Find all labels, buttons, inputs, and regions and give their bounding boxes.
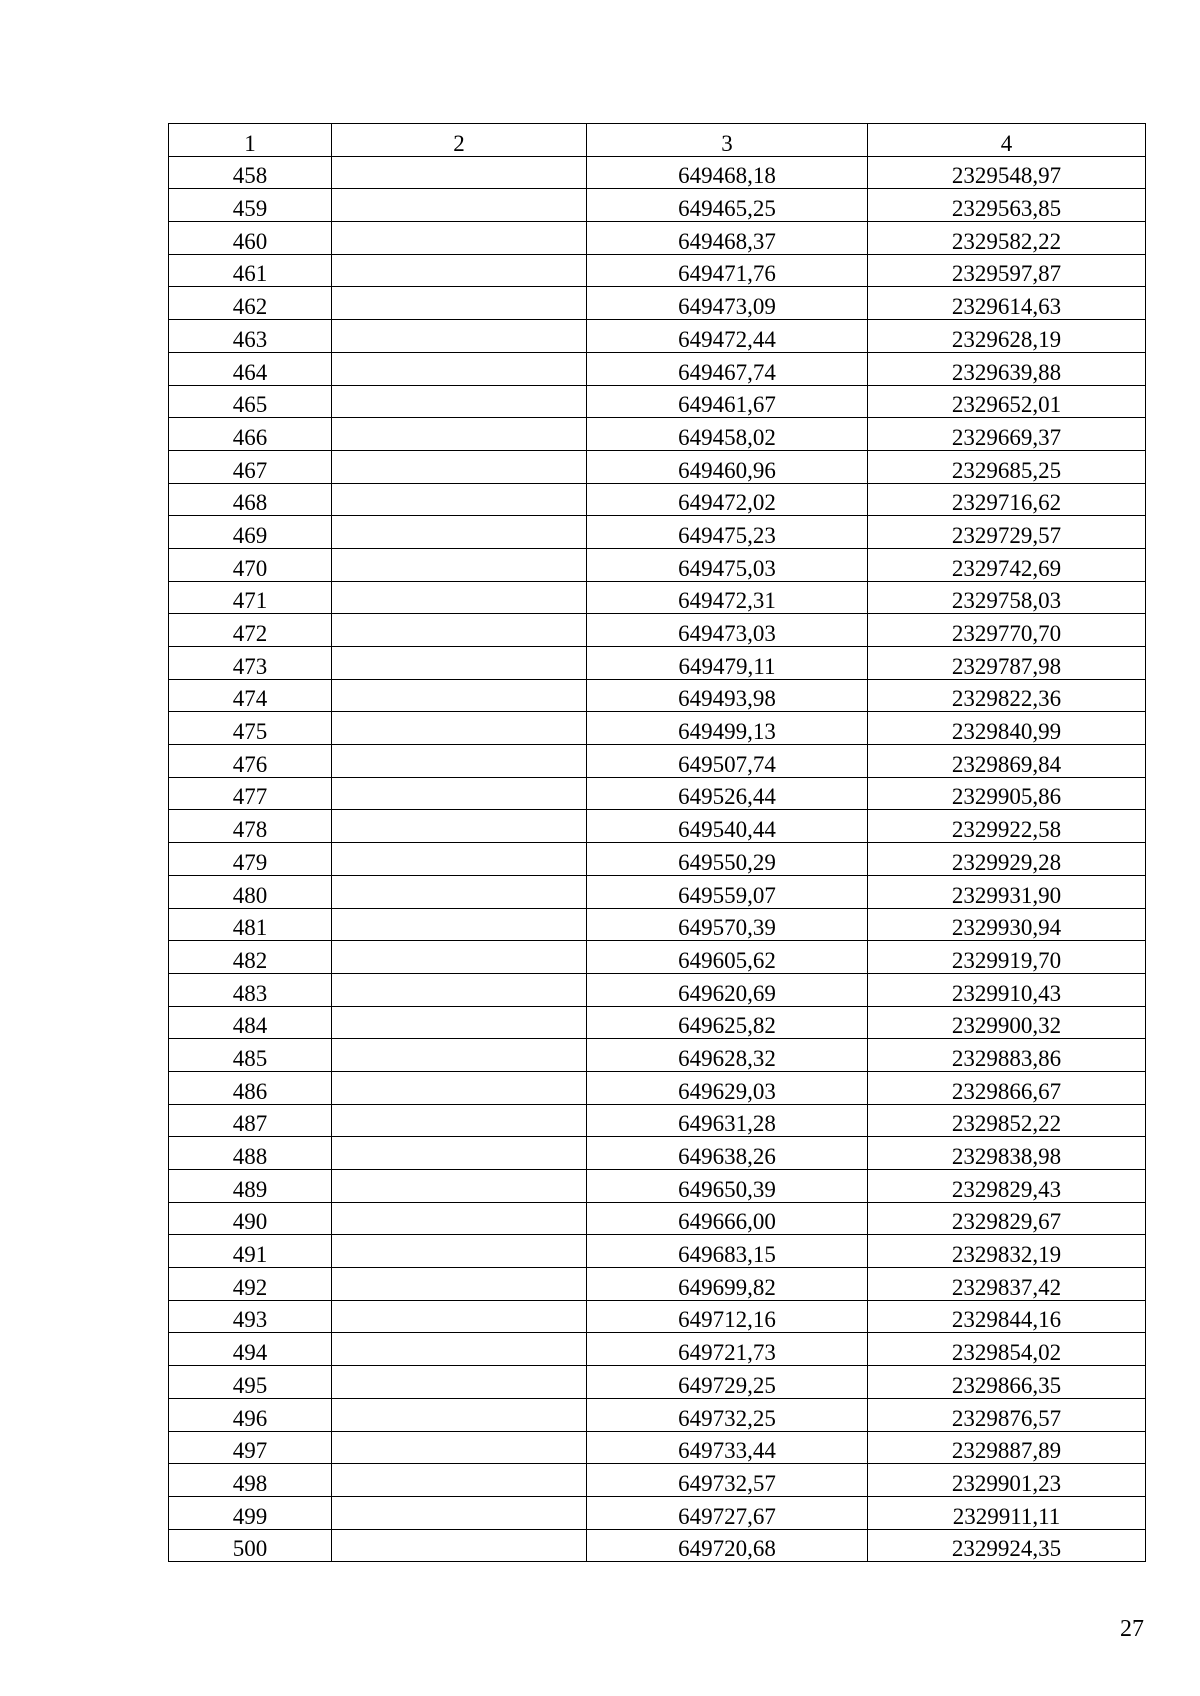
y-coordinate-cell: 2329929,28 [868, 843, 1146, 876]
table-row [169, 1496, 1146, 1529]
x-coordinate-cell: 649720,68 [587, 1529, 868, 1562]
table-row [169, 1071, 1146, 1104]
table-row [169, 1039, 1146, 1072]
x-coordinate-cell: 649638,26 [587, 1137, 868, 1170]
x-coordinate-cell: 649465,25 [587, 189, 868, 222]
column-2-cell [332, 320, 587, 353]
x-coordinate-cell: 649475,23 [587, 516, 868, 549]
column-2-cell [332, 1398, 587, 1431]
x-coordinate-cell: 649683,15 [587, 1235, 868, 1268]
column-2-cell [332, 843, 587, 876]
column-2-cell [332, 1333, 587, 1366]
x-coordinate-cell: 649732,25 [587, 1398, 868, 1431]
column-2-cell [332, 1464, 587, 1497]
column-2-cell [332, 1235, 587, 1268]
table-row [169, 516, 1146, 549]
y-coordinate-cell: 2329639,88 [868, 352, 1146, 385]
y-coordinate-cell: 2329840,99 [868, 712, 1146, 745]
table-row [169, 679, 1146, 712]
y-coordinate-cell: 2329838,98 [868, 1137, 1146, 1170]
y-coordinate-cell: 2329652,01 [868, 385, 1146, 418]
column-2-cell [332, 385, 587, 418]
point-number-cell: 490 [169, 1202, 332, 1235]
point-number-cell: 467 [169, 450, 332, 483]
y-coordinate-cell: 2329924,35 [868, 1529, 1146, 1562]
x-coordinate-cell: 649467,74 [587, 352, 868, 385]
x-coordinate-cell: 649550,29 [587, 843, 868, 876]
column-2-cell [332, 548, 587, 581]
point-number-cell: 480 [169, 875, 332, 908]
y-coordinate-cell: 2329887,89 [868, 1431, 1146, 1464]
column-2-cell [332, 777, 587, 810]
table-row [169, 1464, 1146, 1497]
y-coordinate-cell: 2329822,36 [868, 679, 1146, 712]
y-coordinate-cell: 2329931,90 [868, 875, 1146, 908]
table-row [169, 352, 1146, 385]
coordinates-table [168, 123, 1146, 1562]
point-number-cell: 473 [169, 647, 332, 680]
column-2-cell [332, 581, 587, 614]
point-number-cell: 458 [169, 156, 332, 189]
x-coordinate-cell: 649712,16 [587, 1300, 868, 1333]
y-coordinate-cell: 2329869,84 [868, 745, 1146, 778]
y-coordinate-cell: 2329829,67 [868, 1202, 1146, 1235]
table-row [169, 1268, 1146, 1301]
x-coordinate-cell: 649650,39 [587, 1170, 868, 1203]
column-2-cell [332, 1496, 587, 1529]
y-coordinate-cell: 2329669,37 [868, 418, 1146, 451]
column-2-cell [332, 712, 587, 745]
table-row [169, 450, 1146, 483]
table-row [169, 712, 1146, 745]
point-number-cell: 492 [169, 1268, 332, 1301]
point-number-cell: 499 [169, 1496, 332, 1529]
table-row [169, 973, 1146, 1006]
x-coordinate-cell: 649559,07 [587, 875, 868, 908]
x-coordinate-cell: 649732,57 [587, 1464, 868, 1497]
point-number-cell: 460 [169, 222, 332, 255]
x-coordinate-cell: 649468,37 [587, 222, 868, 255]
x-coordinate-cell: 649699,82 [587, 1268, 868, 1301]
table-row [169, 581, 1146, 614]
y-coordinate-cell: 2329685,25 [868, 450, 1146, 483]
y-coordinate-cell: 2329597,87 [868, 254, 1146, 287]
x-coordinate-cell: 649625,82 [587, 1006, 868, 1039]
x-coordinate-cell: 649605,62 [587, 941, 868, 974]
y-coordinate-cell: 2329876,57 [868, 1398, 1146, 1431]
column-2-cell [332, 1170, 587, 1203]
column-2-cell [332, 516, 587, 549]
point-number-cell: 470 [169, 548, 332, 581]
x-coordinate-cell: 649631,28 [587, 1104, 868, 1137]
y-coordinate-cell: 2329905,86 [868, 777, 1146, 810]
column-2-cell [332, 941, 587, 974]
column-2-cell [332, 418, 587, 451]
x-coordinate-cell: 649507,74 [587, 745, 868, 778]
table-row [169, 843, 1146, 876]
column-2-cell [332, 1104, 587, 1137]
table-row [169, 1104, 1146, 1137]
x-coordinate-cell: 649460,96 [587, 450, 868, 483]
x-coordinate-cell: 649628,32 [587, 1039, 868, 1072]
x-coordinate-cell: 649461,67 [587, 385, 868, 418]
y-coordinate-cell: 2329832,19 [868, 1235, 1146, 1268]
point-number-cell: 478 [169, 810, 332, 843]
point-number-cell: 488 [169, 1137, 332, 1170]
column-2-cell [332, 614, 587, 647]
point-number-cell: 495 [169, 1366, 332, 1399]
y-coordinate-cell: 2329854,02 [868, 1333, 1146, 1366]
table-row [169, 1366, 1146, 1399]
point-number-cell: 479 [169, 843, 332, 876]
table-row [169, 1300, 1146, 1333]
table-row [169, 1137, 1146, 1170]
point-number-cell: 463 [169, 320, 332, 353]
table-row [169, 548, 1146, 581]
column-2-cell [332, 189, 587, 222]
table-row [169, 1170, 1146, 1203]
table-row [169, 1333, 1146, 1366]
table-row [169, 1235, 1146, 1268]
table-row [169, 647, 1146, 680]
y-coordinate-cell: 2329852,22 [868, 1104, 1146, 1137]
table-row [169, 1431, 1146, 1464]
point-number-cell: 461 [169, 254, 332, 287]
y-coordinate-cell: 2329770,70 [868, 614, 1146, 647]
point-number-cell: 472 [169, 614, 332, 647]
y-coordinate-cell: 2329901,23 [868, 1464, 1146, 1497]
column-2-cell [332, 156, 587, 189]
y-coordinate-cell: 2329922,58 [868, 810, 1146, 843]
header-row [169, 124, 1146, 157]
y-coordinate-cell: 2329883,86 [868, 1039, 1146, 1072]
header-cell-1: 1 [169, 124, 332, 157]
column-2-cell [332, 1202, 587, 1235]
table-row [169, 1398, 1146, 1431]
table-row [169, 810, 1146, 843]
column-2-cell [332, 352, 587, 385]
point-number-cell: 489 [169, 1170, 332, 1203]
x-coordinate-cell: 649472,02 [587, 483, 868, 516]
column-2-cell [332, 745, 587, 778]
y-coordinate-cell: 2329628,19 [868, 320, 1146, 353]
x-coordinate-cell: 649620,69 [587, 973, 868, 1006]
column-2-cell [332, 875, 587, 908]
y-coordinate-cell: 2329910,43 [868, 973, 1146, 1006]
table-row [169, 483, 1146, 516]
point-number-cell: 476 [169, 745, 332, 778]
x-coordinate-cell: 649629,03 [587, 1071, 868, 1104]
table-row [169, 941, 1146, 974]
point-number-cell: 483 [169, 973, 332, 1006]
table-row [169, 1529, 1146, 1562]
y-coordinate-cell: 2329911,11 [868, 1496, 1146, 1529]
column-2-cell [332, 647, 587, 680]
x-coordinate-cell: 649473,03 [587, 614, 868, 647]
point-number-cell: 493 [169, 1300, 332, 1333]
x-coordinate-cell: 649570,39 [587, 908, 868, 941]
column-2-cell [332, 287, 587, 320]
table-row [169, 1202, 1146, 1235]
column-2-cell [332, 973, 587, 1006]
column-2-cell [332, 1431, 587, 1464]
point-number-cell: 475 [169, 712, 332, 745]
y-coordinate-cell: 2329787,98 [868, 647, 1146, 680]
point-number-cell: 494 [169, 1333, 332, 1366]
column-2-cell [332, 222, 587, 255]
point-number-cell: 482 [169, 941, 332, 974]
y-coordinate-cell: 2329829,43 [868, 1170, 1146, 1203]
table-row [169, 614, 1146, 647]
x-coordinate-cell: 649472,44 [587, 320, 868, 353]
point-number-cell: 477 [169, 777, 332, 810]
column-2-cell [332, 1006, 587, 1039]
y-coordinate-cell: 2329582,22 [868, 222, 1146, 255]
column-2-cell [332, 254, 587, 287]
point-number-cell: 464 [169, 352, 332, 385]
point-number-cell: 496 [169, 1398, 332, 1431]
x-coordinate-cell: 649499,13 [587, 712, 868, 745]
x-coordinate-cell: 649729,25 [587, 1366, 868, 1399]
point-number-cell: 486 [169, 1071, 332, 1104]
x-coordinate-cell: 649666,00 [587, 1202, 868, 1235]
point-number-cell: 462 [169, 287, 332, 320]
point-number-cell: 487 [169, 1104, 332, 1137]
y-coordinate-cell: 2329716,62 [868, 483, 1146, 516]
column-2-cell [332, 1300, 587, 1333]
x-coordinate-cell: 649475,03 [587, 548, 868, 581]
y-coordinate-cell: 2329866,67 [868, 1071, 1146, 1104]
y-coordinate-cell: 2329844,16 [868, 1300, 1146, 1333]
point-number-cell: 498 [169, 1464, 332, 1497]
x-coordinate-cell: 649472,31 [587, 581, 868, 614]
table-row [169, 1006, 1146, 1039]
table-body [169, 124, 1146, 1562]
table-row [169, 385, 1146, 418]
column-2-cell [332, 1071, 587, 1104]
y-coordinate-cell: 2329614,63 [868, 287, 1146, 320]
x-coordinate-cell: 649468,18 [587, 156, 868, 189]
x-coordinate-cell: 649473,09 [587, 287, 868, 320]
table-row [169, 777, 1146, 810]
x-coordinate-cell: 649526,44 [587, 777, 868, 810]
y-coordinate-cell: 2329742,69 [868, 548, 1146, 581]
column-2-cell [332, 1039, 587, 1072]
point-number-cell: 474 [169, 679, 332, 712]
header-cell-3: 3 [587, 124, 868, 157]
column-2-cell [332, 483, 587, 516]
column-2-cell [332, 1137, 587, 1170]
y-coordinate-cell: 2329563,85 [868, 189, 1146, 222]
table-row [169, 320, 1146, 353]
header-cell-4: 4 [868, 124, 1146, 157]
y-coordinate-cell: 2329900,32 [868, 1006, 1146, 1039]
point-number-cell: 500 [169, 1529, 332, 1562]
point-number-cell: 471 [169, 581, 332, 614]
y-coordinate-cell: 2329930,94 [868, 908, 1146, 941]
column-2-cell [332, 1268, 587, 1301]
table-row [169, 254, 1146, 287]
column-2-cell [332, 810, 587, 843]
x-coordinate-cell: 649493,98 [587, 679, 868, 712]
y-coordinate-cell: 2329729,57 [868, 516, 1146, 549]
y-coordinate-cell: 2329758,03 [868, 581, 1146, 614]
y-coordinate-cell: 2329837,42 [868, 1268, 1146, 1301]
column-2-cell [332, 1529, 587, 1562]
point-number-cell: 484 [169, 1006, 332, 1039]
point-number-cell: 485 [169, 1039, 332, 1072]
x-coordinate-cell: 649471,76 [587, 254, 868, 287]
table-row [169, 745, 1146, 778]
table-row [169, 222, 1146, 255]
x-coordinate-cell: 649733,44 [587, 1431, 868, 1464]
x-coordinate-cell: 649479,11 [587, 647, 868, 680]
table-row [169, 189, 1146, 222]
x-coordinate-cell: 649540,44 [587, 810, 868, 843]
column-2-cell [332, 1366, 587, 1399]
x-coordinate-cell: 649721,73 [587, 1333, 868, 1366]
table-row [169, 156, 1146, 189]
column-2-cell [332, 450, 587, 483]
y-coordinate-cell: 2329548,97 [868, 156, 1146, 189]
point-number-cell: 481 [169, 908, 332, 941]
point-number-cell: 468 [169, 483, 332, 516]
point-number-cell: 491 [169, 1235, 332, 1268]
x-coordinate-cell: 649727,67 [587, 1496, 868, 1529]
y-coordinate-cell: 2329919,70 [868, 941, 1146, 974]
point-number-cell: 497 [169, 1431, 332, 1464]
x-coordinate-cell: 649458,02 [587, 418, 868, 451]
column-2-cell [332, 679, 587, 712]
column-2-cell [332, 908, 587, 941]
point-number-cell: 465 [169, 385, 332, 418]
y-coordinate-cell: 2329866,35 [868, 1366, 1146, 1399]
table-row [169, 875, 1146, 908]
point-number-cell: 459 [169, 189, 332, 222]
table-row [169, 418, 1146, 451]
page-number: 27 [1120, 1616, 1144, 1642]
point-number-cell: 469 [169, 516, 332, 549]
header-cell-2: 2 [332, 124, 587, 157]
table-row [169, 287, 1146, 320]
point-number-cell: 466 [169, 418, 332, 451]
table-row [169, 908, 1146, 941]
